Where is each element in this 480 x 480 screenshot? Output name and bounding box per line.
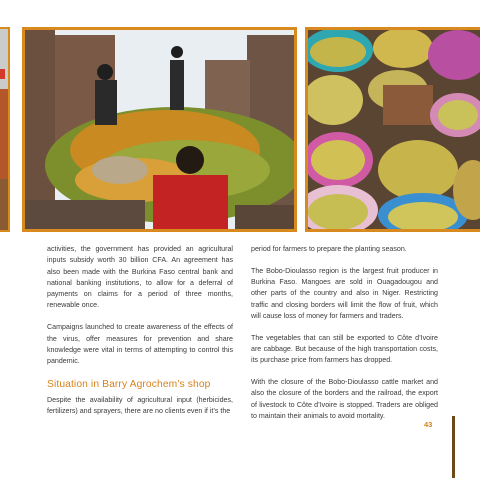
photo-mango-truck (22, 27, 297, 232)
page-number: 43 (424, 420, 433, 429)
paragraph: The vegetables that can still be exported to Côte d’Ivoire are cabbage. But because of the high transportation costs, its purchase price from farmers has dropped. (251, 333, 438, 365)
text-column-right (251, 244, 438, 433)
page-marker-bar (452, 416, 455, 478)
paragraph: period for farmers to prepare the planting season. (251, 245, 407, 253)
paragraph: The Bobo-Dioulasso region is the largest fruit producer in Burkina Faso. Mangoes are sold in Ouagadougou and other parts of the country and also in Niger. Restricting traffic and closing borders will limit the flow of fruit, which will cause loss of money for farmers and traders. (251, 266, 438, 320)
paragraph: Campaigns launched to create awareness of the effects of the virus, offer measures for prevention and share knowledge were vital in terms of attempting to control this pandemic. (47, 323, 233, 366)
paragraph: With the closure of the Bobo-Dioulasso cattle market and also the closure of the borders and the railroad, the export of livestock to Côte d’Ivoire is stopped. Traders are obliged to maintain their animals to avoid mortality. (251, 378, 438, 421)
photo-banana-baskets (305, 27, 480, 232)
paragraph: Despite the availability of agricultural input (herbicides, fertilizers) and sprayers, there are no clients even if it’s the (47, 395, 233, 416)
section-heading: Situation in Barry Agrochem’s shop (47, 379, 211, 391)
text-column-left (47, 244, 233, 428)
photo-left-edge (0, 27, 10, 232)
paragraph: activities, the government has provided an agricultural inputs subsidy worth 30 billion CFA. An agreement has also been made with the Burkina Faso central bank and national banking institutions, to allow for a deferral of payments on claims for a period of three months, renewable once. (47, 245, 233, 310)
